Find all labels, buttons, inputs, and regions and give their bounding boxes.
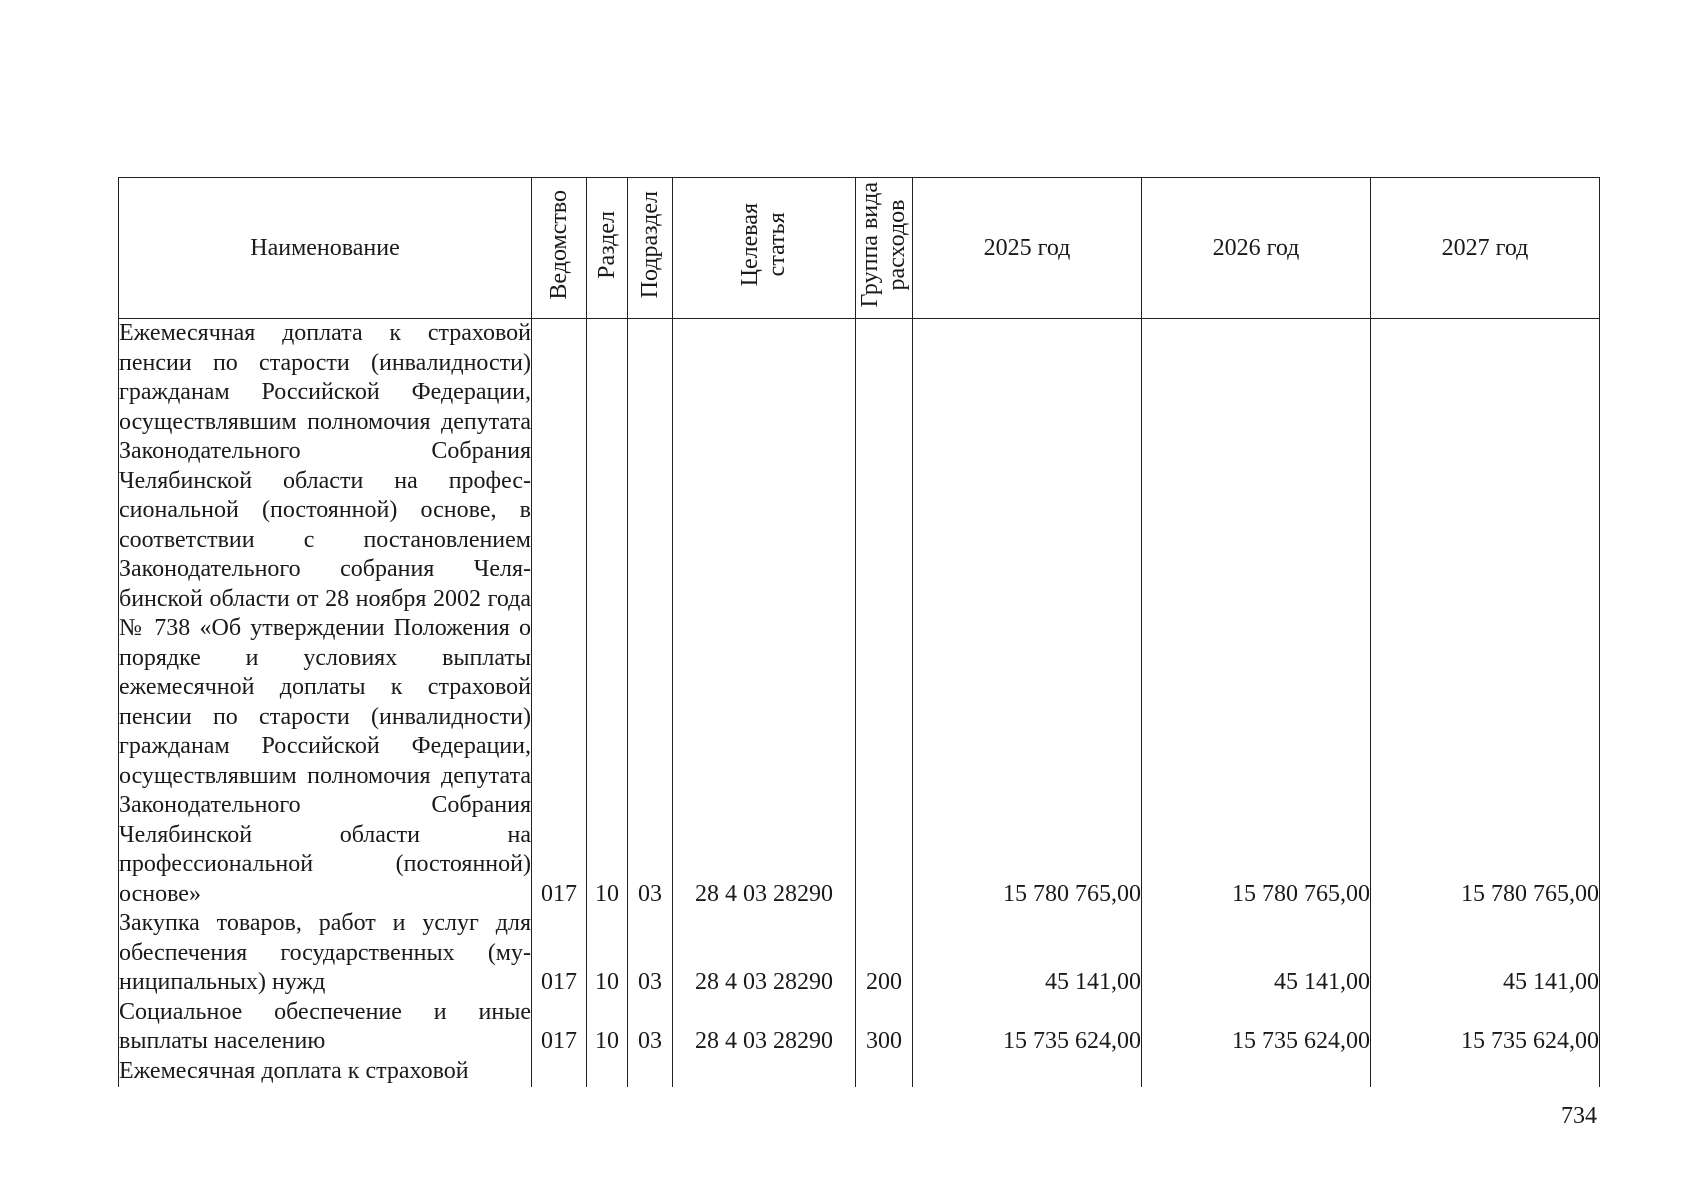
header-2025: 2025 год <box>913 178 1142 319</box>
row-celevaya-statya <box>673 1057 856 1087</box>
header-podrazdel <box>628 178 673 319</box>
row-name: Ежемесячная доплата к страховой пенсии по старости (инвалидности) гражданам Российской Федерации, осуществлявшим полномочия депутата Законодательного Собрания Челябинской области на профессиональной (постоянной) основе, в соответствии с постановлением Законодательного собрания Челябинской области от 28 ноября 2002 года № 738 «Об утверждении Положения о порядке и условиях выплаты ежемесячной доплаты к страховой пенсии по старости (инвалидности) гражданам Российской Федерации, осуществлявшим полномочия депутата Законодательного Собрания Челябинской области на профессиональной (постоянной) основе» <box>119 319 532 910</box>
header-gruppa-vida-rashodov <box>856 178 913 319</box>
header-2027: 2027 год <box>1371 178 1600 319</box>
header-2026: 2026 год <box>1142 178 1371 319</box>
row-vedomstvo <box>532 1057 587 1087</box>
header-celevaya-line2: статья <box>764 212 790 277</box>
row-name: Ежемесячная доплата к страховой <box>119 1057 532 1087</box>
header-razdel <box>587 178 628 319</box>
row-name: Закупка товаров, работ и услуг для обеспечения государственных (муниципальных) нужд <box>119 909 532 998</box>
row-amount-2026 <box>1142 1057 1371 1087</box>
table-header-row <box>119 178 1600 319</box>
row-amount-2025 <box>913 1057 1142 1087</box>
row-amount-2025: 45 141,00 <box>913 909 1142 998</box>
row-amount-2026: 45 141,00 <box>1142 909 1371 998</box>
header-vedomstvo-label: Ведомство <box>545 189 572 300</box>
budget-table <box>118 177 1600 1087</box>
row-vedomstvo: 017 <box>532 319 587 910</box>
row-razdel: 10 <box>587 319 628 910</box>
row-podrazdel: 03 <box>628 909 673 998</box>
row-amount-2027: 15 735 624,00 <box>1371 998 1600 1057</box>
row-gruppa <box>856 1057 913 1087</box>
table-row <box>119 998 1600 1057</box>
row-celevaya-statya: 28 4 03 28290 <box>673 909 856 998</box>
row-celevaya-statya: 28 4 03 28290 <box>673 319 856 910</box>
row-amount-2025: 15 780 765,00 <box>913 319 1142 910</box>
row-amount-2026: 15 735 624,00 <box>1142 998 1371 1057</box>
table-row <box>119 319 1600 910</box>
header-vedomstvo <box>532 178 587 319</box>
row-amount-2027: 15 780 765,00 <box>1371 319 1600 910</box>
header-gruppa-line1: Группа вида <box>857 181 883 308</box>
header-name: Наименование <box>119 178 532 319</box>
row-podrazdel: 03 <box>628 319 673 910</box>
header-celevaya-statya <box>673 178 856 319</box>
table-row <box>119 909 1600 998</box>
header-gruppa-label <box>857 182 911 307</box>
row-razdel: 10 <box>587 909 628 998</box>
row-amount-2027 <box>1371 1057 1600 1087</box>
row-gruppa <box>856 319 913 910</box>
header-celevaya-line1: Целевая <box>737 202 763 287</box>
row-gruppa: 200 <box>856 909 913 998</box>
row-vedomstvo: 017 <box>532 998 587 1057</box>
header-podrazdel-label: Подраздел <box>636 190 663 299</box>
row-celevaya-statya: 28 4 03 28290 <box>673 998 856 1057</box>
row-amount-2025: 15 735 624,00 <box>913 998 1142 1057</box>
row-amount-2027: 45 141,00 <box>1371 909 1600 998</box>
row-vedomstvo: 017 <box>532 909 587 998</box>
header-gruppa-line2: расходов <box>884 199 910 290</box>
row-gruppa: 300 <box>856 998 913 1057</box>
header-razdel-label: Раздел <box>593 210 620 279</box>
row-amount-2026: 15 780 765,00 <box>1142 319 1371 910</box>
table-row-continued <box>119 1057 1600 1087</box>
row-podrazdel <box>628 1057 673 1087</box>
row-name: Социальное обеспечение и иные выплаты населению <box>119 998 532 1057</box>
row-razdel: 10 <box>587 998 628 1057</box>
row-razdel <box>587 1057 628 1087</box>
page-number: 734 <box>1561 1103 1597 1129</box>
header-celevaya-label <box>737 203 791 286</box>
row-podrazdel: 03 <box>628 998 673 1057</box>
